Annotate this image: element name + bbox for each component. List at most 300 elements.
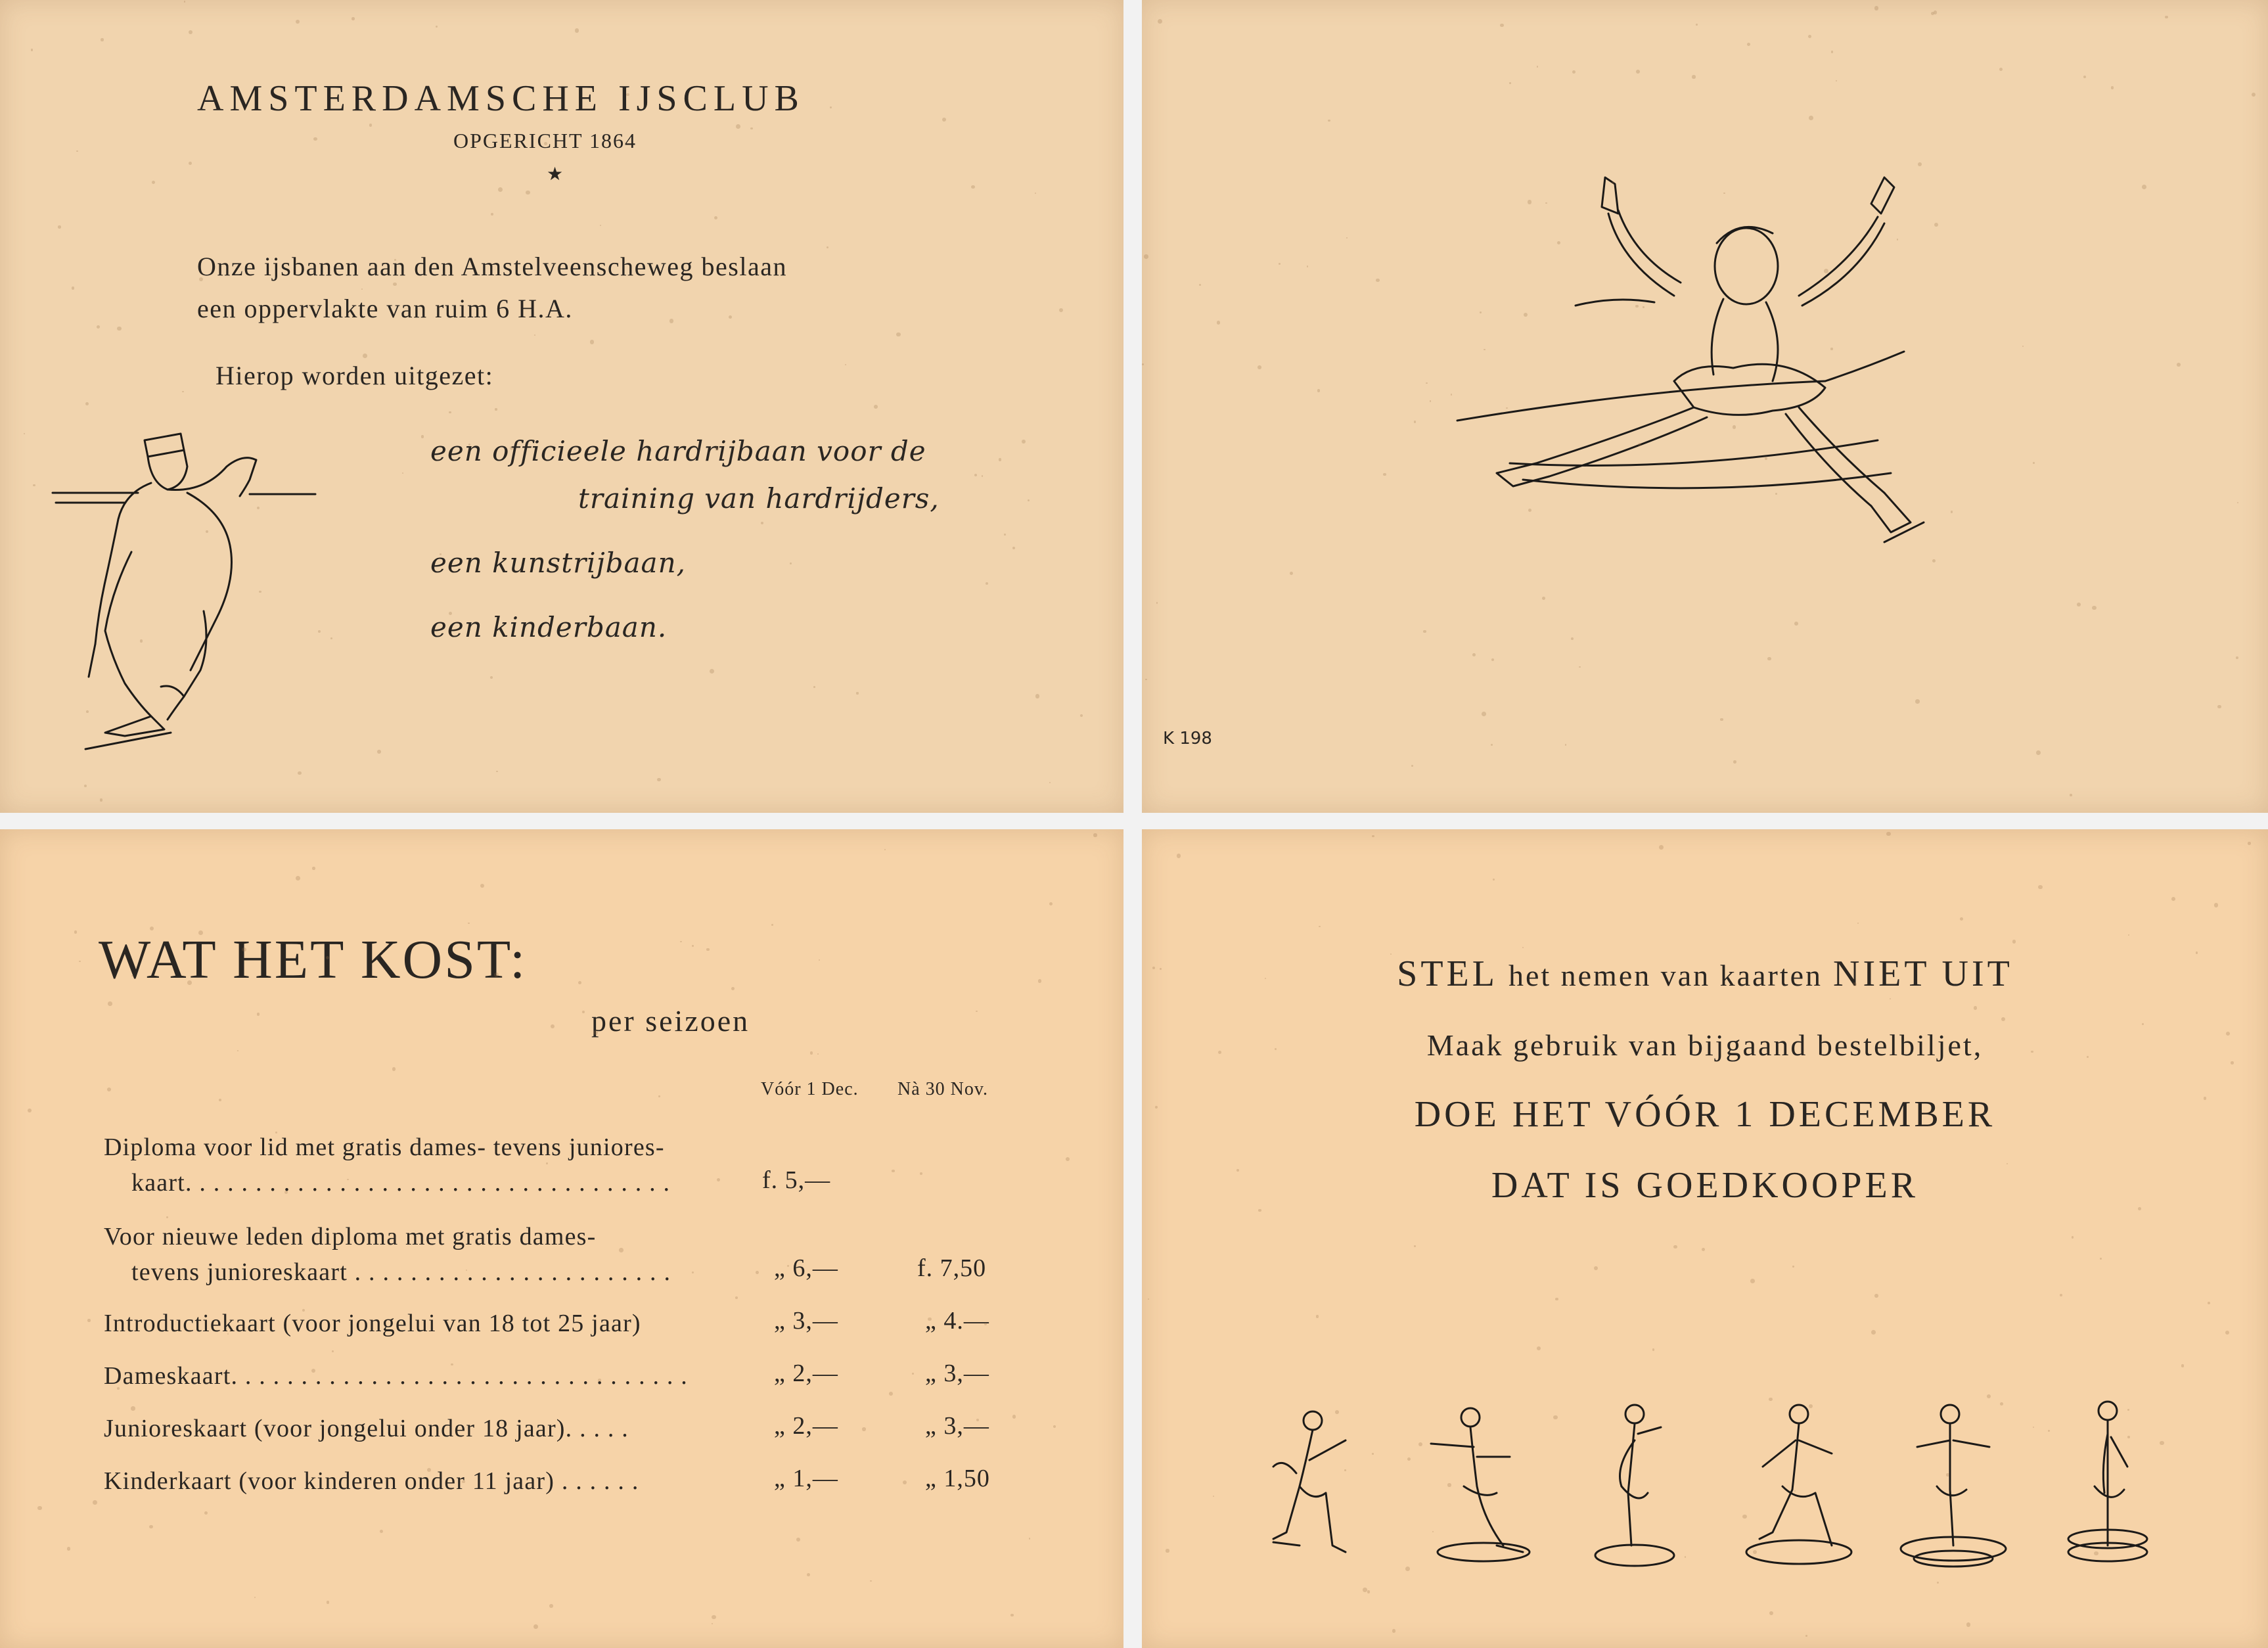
- paper-speck: [974, 474, 977, 476]
- paper-speck: [1344, 1469, 1346, 1471]
- paper-speck: [84, 785, 87, 787]
- paper-speck: [1491, 658, 1494, 661]
- paper-speck: [462, 1480, 465, 1484]
- paper-speck: [496, 771, 498, 773]
- paper-speck: [1638, 443, 1641, 446]
- paper-speck: [2083, 76, 2086, 78]
- paper-speck: [551, 1024, 555, 1028]
- paper-speck: [862, 1427, 866, 1431]
- paper-speck: [1414, 1245, 1416, 1247]
- paper-speck: [582, 1011, 585, 1013]
- skater-figure-6: [2068, 1402, 2147, 1561]
- paper-speck: [717, 1178, 720, 1181]
- paper-speck: [1144, 254, 1148, 259]
- paper-speck: [1480, 311, 1482, 313]
- paper-speck: [1093, 833, 1097, 837]
- paper-speck: [1035, 193, 1036, 194]
- paper-speck: [1148, 1298, 1149, 1300]
- paper-speck: [1028, 499, 1030, 501]
- paper-speck: [377, 750, 381, 754]
- paper-speck: [1687, 370, 1689, 371]
- paper-speck: [2165, 16, 2168, 19]
- paper-speck: [1553, 1415, 1558, 1420]
- paper-speck: [1414, 421, 1417, 423]
- paper-speck: [466, 1270, 467, 1271]
- club-title: AMSTERDAMSCHE IJSCLUB: [197, 78, 805, 119]
- paper-speck: [440, 553, 442, 555]
- paper-speck: [1049, 782, 1051, 783]
- paper-speck: [184, 1, 186, 3]
- paper-speck: [999, 458, 1001, 461]
- paper-speck: [198, 930, 203, 935]
- paper-speck: [2007, 1163, 2008, 1164]
- price-row-2-line-2: tevens junioreskaart . . . . . . . . . . . . . . . . . . . . . . .: [131, 1258, 671, 1286]
- price-row-1-before: f. 5,—: [762, 1166, 831, 1194]
- paper-speck: [67, 1547, 70, 1550]
- paper-speck: [1012, 547, 1015, 549]
- paper-speck: [79, 961, 81, 963]
- paper-speck: [2022, 346, 2024, 347]
- paper-speck: [313, 137, 317, 141]
- paper-speck: [1750, 1279, 1755, 1283]
- paper-speck: [352, 17, 355, 20]
- paper-speck: [729, 315, 732, 319]
- price-row-2-after: f. 7,50: [917, 1254, 987, 1282]
- reminder-stel: STEL: [1397, 953, 1498, 994]
- skater-figure-1: [1273, 1411, 1346, 1552]
- paper-speck: [1472, 653, 1476, 656]
- paper-speck: [1004, 534, 1006, 536]
- paper-speck: [1692, 75, 1695, 78]
- card-code: K 198: [1163, 729, 1212, 748]
- paper-speck: [1794, 622, 1798, 626]
- paper-speck: [1931, 12, 1934, 15]
- price-row-5-after: „ 3,—: [925, 1412, 989, 1440]
- reminder-mid: het nemen van kaarten: [1508, 959, 1823, 992]
- paper-speck: [712, 1615, 716, 1620]
- paper-speck: [140, 639, 143, 642]
- paper-speck: [1522, 947, 1524, 948]
- paper-speck: [526, 191, 530, 195]
- paper-speck: [1258, 365, 1261, 369]
- paper-speck: [1579, 666, 1581, 668]
- paper-speck: [807, 1573, 810, 1576]
- paper-speck: [347, 1179, 349, 1181]
- paper-speck: [2225, 1331, 2229, 1335]
- paper-speck: [1166, 1549, 1169, 1552]
- paper-speck: [494, 973, 499, 977]
- paper-speck: [892, 1170, 895, 1173]
- paper-speck: [318, 630, 321, 633]
- paper-speck: [107, 1087, 111, 1091]
- paper-speck: [480, 884, 484, 888]
- paper-speck: [896, 332, 901, 337]
- paper-speck: [1934, 223, 1938, 227]
- paper-speck: [1946, 1473, 1949, 1476]
- paper-speck: [1528, 200, 1531, 204]
- paper-speck: [1809, 116, 1813, 120]
- paper-speck: [1199, 284, 1201, 286]
- paper-speck: [813, 686, 815, 688]
- paper-speck: [206, 530, 208, 533]
- paper-speck: [1555, 1298, 1558, 1300]
- paper-speck: [1426, 382, 1428, 384]
- paper-speck: [2127, 1409, 2129, 1411]
- paper-speck: [97, 325, 100, 329]
- paper-speck: [117, 1387, 120, 1390]
- paper-speck: [2036, 750, 2041, 755]
- paper-speck: [468, 444, 470, 446]
- paper-speck: [152, 181, 155, 184]
- paper-speck: [72, 286, 74, 289]
- card-front-info: [0, 0, 1123, 813]
- paper-speck: [658, 1095, 660, 1097]
- paper-speck: [2177, 363, 2181, 367]
- paper-speck: [1702, 1248, 1705, 1251]
- paper-speck: [1960, 917, 1963, 921]
- paper-speck: [1528, 509, 1531, 512]
- paper-speck: [1423, 630, 1426, 633]
- paper-speck: [986, 582, 988, 585]
- paper-speck: [2127, 1436, 2130, 1438]
- paper-speck: [2226, 1032, 2230, 1036]
- paper-speck: [1915, 699, 1920, 704]
- paper-speck: [976, 1011, 978, 1013]
- paper-speck: [1317, 389, 1320, 392]
- paper-speck: [1367, 1590, 1371, 1593]
- paper-speck: [1767, 657, 1771, 661]
- paper-speck: [108, 1001, 112, 1006]
- reminder-line-3: [1142, 1093, 2268, 1135]
- paper-speck: [1853, 982, 1857, 986]
- paper-speck: [1430, 400, 1431, 401]
- paper-speck: [731, 987, 735, 990]
- paper-speck: [2204, 1097, 2206, 1099]
- paper-speck: [761, 522, 763, 524]
- paper-speck: [1696, 24, 1697, 25]
- paper-speck: [1279, 263, 1281, 265]
- paper-speck: [1792, 1266, 1794, 1268]
- paper-speck: [449, 411, 451, 413]
- paper-speck: [1824, 269, 1828, 273]
- reminder-line-3-text: DOE HET VÓÓR 1 DECEMBER: [1414, 1094, 1996, 1135]
- paper-speck: [76, 150, 78, 152]
- paper-speck: [402, 472, 403, 474]
- paper-speck: [2070, 794, 2072, 796]
- paper-speck: [1974, 1006, 1978, 1010]
- paper-speck: [2217, 705, 2221, 708]
- paper-speck: [31, 49, 34, 51]
- price-heading: WAT HET KOST:: [99, 929, 528, 990]
- paper-speck: [498, 187, 503, 192]
- paper-speck: [1142, 363, 1144, 365]
- paper-speck: [593, 1030, 598, 1035]
- paper-speck: [546, 1162, 548, 1164]
- paper-speck: [1363, 1588, 1367, 1592]
- paper-speck: [1319, 926, 1321, 928]
- paper-speck: [817, 1053, 819, 1055]
- paper-speck: [1035, 694, 1040, 698]
- paper-speck: [756, 1271, 759, 1274]
- paper-speck: [101, 38, 103, 41]
- paper-speck: [549, 1604, 553, 1608]
- paper-speck: [1571, 637, 1574, 640]
- track-item-1-line-2: training van hardrijders,: [578, 482, 940, 515]
- paper-speck: [1733, 425, 1736, 429]
- price-row-4-before: „ 2,—: [774, 1360, 838, 1387]
- track-item-3: een kinderbaan.: [430, 611, 668, 643]
- price-row-3: Introductiekaart (voor jongelui van 18 tot 25 jaar): [104, 1310, 641, 1337]
- paper-speck: [412, 377, 413, 378]
- paper-speck: [33, 484, 35, 487]
- paper-speck: [327, 1601, 329, 1603]
- paper-speck: [1145, 679, 1147, 681]
- paper-speck: [2181, 1364, 2184, 1367]
- paper-speck: [984, 1323, 987, 1325]
- paper-speck: [1236, 1169, 1239, 1172]
- paper-speck: [1753, 1550, 1757, 1554]
- paper-speck: [392, 1067, 396, 1071]
- paper-speck: [2171, 897, 2175, 901]
- paper-speck: [227, 1333, 229, 1335]
- paper-speck: [830, 106, 832, 108]
- paper-speck: [1012, 1415, 1016, 1419]
- paper-speck: [361, 288, 363, 290]
- paper-speck: [976, 1419, 979, 1421]
- paper-speck: [28, 1109, 32, 1112]
- paper-speck: [1643, 306, 1644, 308]
- paper-speck: [903, 1480, 907, 1484]
- paper-speck: [2100, 1258, 2102, 1260]
- reminder-line-4: [1142, 1164, 2268, 1206]
- paper-speck: [468, 923, 469, 924]
- paper-speck: [510, 446, 514, 450]
- price-row-6-before: „ 1,—: [774, 1465, 838, 1492]
- paper-speck: [1053, 1425, 1056, 1428]
- paper-speck: [1652, 1348, 1654, 1350]
- price-row-5: Junioreskaart (voor jongelui onder 18 jaar). . . . .: [104, 1415, 629, 1442]
- paper-speck: [1594, 1266, 1598, 1270]
- paper-speck: [2138, 1207, 2141, 1210]
- paper-speck: [2160, 1441, 2164, 1445]
- paper-speck: [669, 319, 674, 323]
- paper-speck: [363, 354, 367, 358]
- paper-speck: [1659, 845, 1664, 850]
- paper-speck: [575, 28, 579, 33]
- paper-speck: [189, 30, 193, 34]
- paper-speck: [1890, 998, 1891, 999]
- paper-speck: [1874, 1294, 1878, 1298]
- paper-speck: [284, 1191, 288, 1194]
- intro-line-2: een oppervlakte van ruim 6 H.A.: [197, 294, 573, 323]
- paper-speck: [1217, 321, 1221, 325]
- paper-speck: [1346, 237, 1348, 239]
- paper-speck: [1720, 718, 1723, 721]
- paper-speck: [491, 213, 493, 216]
- paper-speck: [219, 1099, 221, 1101]
- paper-speck: [2128, 934, 2129, 936]
- paper-speck: [1258, 1209, 1261, 1212]
- price-row-1-line-2: kaart. . . . . . . . . . . . . . . . . . . . . . . . . . . . . . . . . . .: [131, 1169, 671, 1197]
- skater-figure-3: [1595, 1405, 1674, 1566]
- paper-speck: [1537, 66, 1538, 67]
- paper-speck: [920, 1172, 922, 1175]
- paper-speck: [1874, 6, 1878, 10]
- card-back-illustration: [1142, 0, 2268, 813]
- paper-speck: [1376, 279, 1380, 283]
- paper-speck: [1213, 1496, 1215, 1498]
- paper-speck: [619, 1248, 624, 1252]
- paper-speck: [706, 948, 710, 951]
- paper-speck: [1836, 80, 1837, 81]
- paper-speck: [2033, 462, 2035, 464]
- paper-speck: [1335, 1410, 1339, 1414]
- paper-speck: [1392, 1629, 1395, 1632]
- paper-speck: [2252, 93, 2256, 97]
- paper-speck: [1984, 1112, 1985, 1114]
- paper-speck: [736, 124, 740, 129]
- paper-speck: [1809, 1404, 1813, 1408]
- paper-speck: [1769, 1611, 1773, 1615]
- paper-speck: [750, 127, 752, 129]
- paper-speck: [1405, 1567, 1410, 1571]
- paper-speck: [2060, 1294, 2062, 1296]
- paper-speck: [326, 956, 329, 959]
- paper-speck: [24, 433, 25, 434]
- paper-speck: [2142, 185, 2146, 189]
- paper-speck: [827, 246, 828, 248]
- paper-speck: [735, 1296, 738, 1299]
- paper-speck: [1372, 1453, 1374, 1455]
- reminder-line-2-text: Maak gebruik van bijgaand bestelbiljet,: [1426, 1028, 1984, 1062]
- paper-speck: [1290, 572, 1293, 575]
- paper-speck: [874, 405, 878, 409]
- paper-speck: [87, 1319, 91, 1322]
- paper-speck: [1831, 51, 1834, 53]
- paper-speck: [1038, 979, 1041, 982]
- paper-speck: [1769, 1398, 1773, 1402]
- paper-speck: [182, 391, 183, 392]
- paper-speck: [2231, 1061, 2234, 1064]
- paper-speck: [845, 364, 846, 365]
- paper-speck: [1565, 744, 1567, 746]
- price-subheading: per seizoen: [591, 1004, 750, 1038]
- intro-lead: Hierop worden uitgezet:: [215, 361, 494, 390]
- paper-speck: [1447, 1483, 1451, 1486]
- reminder-line-1: [1142, 953, 2268, 995]
- paper-speck: [1951, 511, 1953, 513]
- paper-speck: [166, 1216, 168, 1218]
- paper-speck: [1307, 265, 1309, 267]
- paper-speck: [131, 975, 133, 977]
- paper-speck: [1775, 493, 1777, 495]
- paper-speck: [1407, 1457, 1411, 1461]
- paper-speck: [1765, 457, 1767, 460]
- skater-figure-4: [1746, 1405, 1851, 1564]
- paper-speck: [771, 924, 773, 926]
- paper-speck: [870, 1580, 871, 1582]
- paper-speck: [1059, 308, 1063, 312]
- price-list-card: [0, 829, 1123, 1648]
- paper-speck: [2111, 86, 2114, 89]
- paper-speck: [1484, 349, 1485, 350]
- skater-figure-5: [1901, 1405, 2006, 1567]
- intro-line-1: Onze ijsbanen aan den Amstelveenscheweg beslaan: [197, 252, 787, 281]
- paper-speck: [2196, 951, 2198, 953]
- paper-speck: [204, 1511, 208, 1515]
- paper-speck: [2237, 502, 2238, 503]
- paper-speck: [369, 124, 373, 127]
- paper-speck: [712, 1623, 713, 1624]
- paper-speck: [2142, 1023, 2144, 1025]
- paper-speck: [1733, 760, 1736, 764]
- paper-speck: [37, 1506, 42, 1511]
- paper-speck: [714, 216, 718, 220]
- star-icon: ★: [547, 163, 564, 185]
- paper-speck: [578, 981, 581, 984]
- paper-speck: [2248, 842, 2251, 845]
- paper-speck: [393, 283, 397, 286]
- paper-speck: [810, 1051, 813, 1054]
- paper-speck: [490, 676, 493, 679]
- paper-speck: [1747, 43, 1750, 46]
- paper-speck: [819, 959, 820, 961]
- paper-speck: [332, 1350, 334, 1352]
- paper-speck: [275, 1132, 277, 1133]
- paper-speck: [1857, 923, 1859, 924]
- paper-speck: [590, 340, 595, 344]
- paper-speck: [330, 637, 332, 639]
- paper-speck: [1316, 1315, 1319, 1317]
- paper-speck: [1805, 1635, 1807, 1637]
- paper-speck: [1545, 202, 1547, 204]
- paper-speck: [254, 1597, 256, 1598]
- paper-speck: [1500, 24, 1504, 28]
- paper-speck: [2092, 606, 2097, 610]
- paper-speck: [394, 259, 396, 261]
- paper-speck: [2236, 656, 2238, 659]
- paper-speck: [1066, 1157, 1070, 1161]
- paper-speck: [1491, 744, 1493, 746]
- paper-speck: [311, 1369, 315, 1373]
- paper-speck: [710, 669, 714, 674]
- price-row-4-after: „ 3,—: [925, 1360, 989, 1387]
- track-item-2: een kunstrijbaan,: [430, 547, 686, 579]
- paper-speck: [657, 778, 661, 782]
- paper-speck: [1029, 1538, 1031, 1540]
- paper-speck: [58, 225, 60, 228]
- price-row-2-before: „ 6,—: [774, 1254, 838, 1282]
- price-row-6-after: „ 1,50: [925, 1465, 990, 1492]
- order-reminder-card: [1142, 829, 2268, 1648]
- paper-speck: [296, 876, 300, 881]
- paper-speck: [600, 225, 601, 226]
- paper-speck: [86, 710, 89, 713]
- paper-speck: [1966, 1622, 1971, 1627]
- paper-speck: [692, 1271, 694, 1273]
- paper-speck: [2012, 940, 2016, 944]
- paper-speck: [296, 20, 300, 24]
- paper-speck: [2214, 903, 2219, 907]
- price-row-1-line-1: Diploma voor lid met gratis dames- tevens juniores-: [104, 1133, 665, 1161]
- club-founded: OPGERICHT 1864: [453, 129, 637, 152]
- price-row-4: Dameskaart. . . . . . . . . . . . . . . . . . . . . . . . . . . . . . . . .: [104, 1362, 688, 1390]
- paper-speck: [421, 435, 424, 438]
- paper-speck: [85, 402, 89, 405]
- paper-speck: [131, 1406, 135, 1411]
- paper-speck: [1451, 394, 1453, 396]
- paper-speck: [1830, 348, 1832, 350]
